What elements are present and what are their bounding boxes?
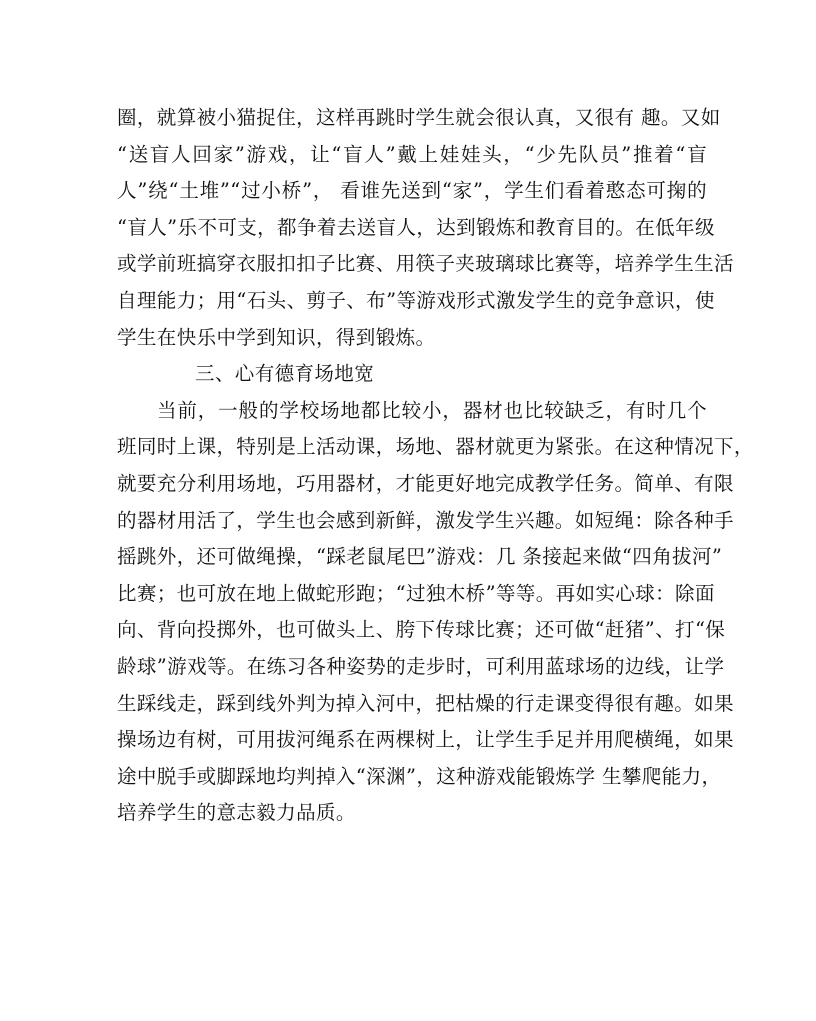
- paragraph-line: 人”绕“土堆”“过小桥”， 看谁先送到“家”，学生们看着憨态可掬的: [117, 179, 707, 203]
- paragraph-line: 比赛；也可放在地上做蛇形跑；“过独木桥”等等。再如实心球：除面: [117, 581, 715, 605]
- paragraph-line: 操场边有树，可用拔河绳系在两棵树上，让学生手足并用爬横绳，如果: [117, 728, 734, 752]
- paragraph-line: 当前，一般的学校场地都比较小，器材也比较缺乏，有时几个: [157, 398, 707, 422]
- paragraph-line: “盲人”乐不可支，都争着去送盲人，达到锻炼和教育目的。在低年级: [117, 215, 715, 239]
- paragraph-line: 途中脱手或脚踩地均判掉入“深渊”，这种游戏能锻炼学 生攀爬能力，: [117, 764, 722, 788]
- paragraph-line: 向、背向投掷外，也可做头上、胯下传球比赛；还可做“赶猪”、打“保: [117, 618, 726, 642]
- paragraph-line: 生踩线走，踩到线外判为掉入河中，把枯燥的行走课变得很有趣。如果: [117, 691, 734, 715]
- paragraph-line: 圈，就算被小猫捉住，这样再跳时学生就会很认真，又很有 趣。又如: [117, 106, 721, 129]
- paragraph-line: 培养学生的意志毅力品质。: [117, 801, 356, 825]
- paragraph-line: 或学前班搞穿衣服扣扣子比赛、用筷子夹玻璃球比赛等，培养学生生活: [117, 252, 734, 276]
- document-body: [117, 100, 754, 832]
- paragraph-line: 自理能力；用“石头、剪子、布”等游戏形式激发学生的竞争意识，使: [117, 288, 715, 312]
- paragraph-line: 学生在快乐中学到知识，得到锻炼。: [117, 325, 436, 349]
- paragraph-line: 班同时上课，特别是上活动课，场地、器材就更为紧张。在这种情况下，: [117, 435, 754, 459]
- paragraph-line: 的器材用活了，学生也会感到新鲜，激发学生兴趣。如短绳：除各种手: [117, 508, 734, 532]
- paragraph-line: “送盲人回家”游戏，让“盲人”戴上娃娃头，“少先队员”推着“盲: [117, 142, 707, 166]
- paragraph-line: 龄球”游戏等。在练习各种姿势的走步时，可利用蓝球场的边线，让学: [117, 654, 725, 678]
- paragraph-line: 就要充分利用场地，巧用器材，才能更好地完成教学任务。简单、有限: [117, 471, 734, 495]
- paragraph-line: 摇跳外，还可做绳操，“踩老鼠尾巴”游戏：几 条接起来做“四角拔河”: [117, 545, 723, 569]
- section-heading: 三、心有德育场地宽: [195, 362, 375, 386]
